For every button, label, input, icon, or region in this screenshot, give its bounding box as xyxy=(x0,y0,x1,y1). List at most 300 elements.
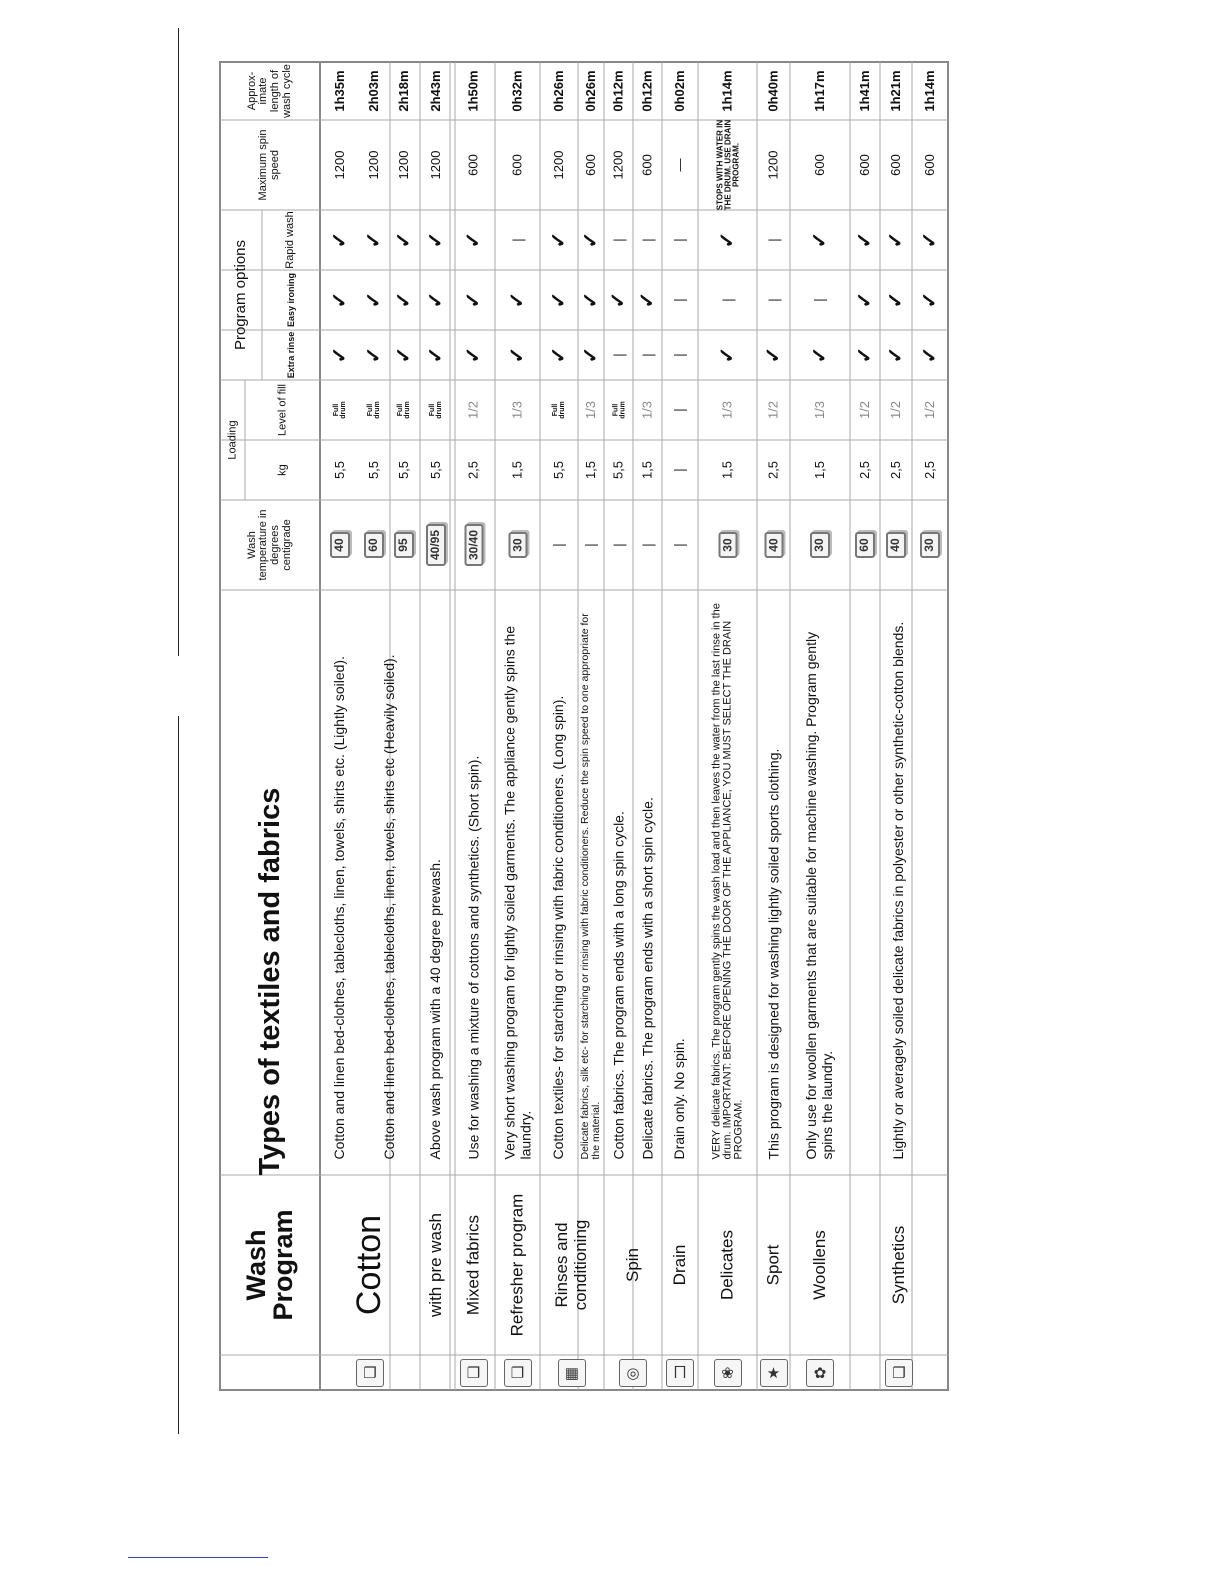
program-name: Rinses and conditioning xyxy=(552,1219,590,1311)
program-cell xyxy=(540,1175,604,1355)
spin-cell xyxy=(495,120,540,210)
fill-value: 1/3 xyxy=(811,400,827,420)
description-text: This program is designed for washing lightly soiled sports clothing. xyxy=(764,748,781,1159)
header-easy-ironing-cell xyxy=(262,270,320,330)
temperature-badge: 60 xyxy=(855,532,874,557)
time-cell xyxy=(633,62,662,120)
temperature-badge: 30 xyxy=(920,532,939,557)
temperature-cell xyxy=(452,500,495,590)
spin-cell xyxy=(790,120,850,210)
extra-rinse-cell xyxy=(495,330,540,380)
extra-rinse-dash: | xyxy=(638,353,655,357)
program-name: Drain xyxy=(669,1244,689,1286)
extra-rinse-check-icon: ✓ xyxy=(506,346,529,364)
kg-cell xyxy=(420,440,452,500)
header-wash-program: Wash Program xyxy=(241,1209,298,1321)
spin-cell xyxy=(578,120,604,210)
easy-ironing-cell xyxy=(360,270,388,330)
description-cell xyxy=(452,590,495,1175)
spin-value: 1200 xyxy=(395,150,411,180)
time-cell xyxy=(604,62,633,120)
icon-cell xyxy=(540,1355,604,1390)
cycle-length: 0h12m xyxy=(610,70,626,112)
header-program-options: Program options xyxy=(231,239,249,351)
rapid-wash-cell xyxy=(757,210,790,270)
temperature-value xyxy=(912,500,948,590)
fill-cell xyxy=(320,380,360,440)
header-level-of-fill-cell xyxy=(245,380,320,440)
kg-value: 1,5 xyxy=(719,460,735,480)
temperature-cell xyxy=(420,500,452,590)
fill-value: Full drum xyxy=(367,401,381,419)
program-cell xyxy=(452,1175,495,1355)
fill-value: Full drum xyxy=(333,401,347,419)
header-rapid-wash: Rapid wash xyxy=(284,211,297,269)
fill-value: 1/3 xyxy=(582,400,598,420)
header-types-cell xyxy=(220,590,320,1175)
icon-cell xyxy=(604,1355,662,1390)
program-name: Synthetics xyxy=(888,1225,908,1305)
fill-value: | xyxy=(671,408,688,412)
program-name: Woollens xyxy=(809,1230,829,1300)
extra-rinse-check-icon: ✓ xyxy=(462,346,485,364)
program-cell xyxy=(604,1175,662,1355)
delicates-icon: ❀ xyxy=(714,1359,742,1387)
spin-cell xyxy=(420,120,452,210)
rapid-wash-check-icon: ✓ xyxy=(716,231,739,249)
description-cell xyxy=(698,590,757,1175)
easy-ironing-dash: | xyxy=(764,298,781,302)
program-name: Sport xyxy=(763,1244,783,1286)
fill-cell xyxy=(604,380,633,440)
temperature-badge: 30 xyxy=(508,532,527,557)
temperature-value xyxy=(360,500,388,590)
description-text: Very short washing program for lightly soiled garments. The appliance gently spins the laundry. xyxy=(500,625,533,1159)
spin-value: 600 xyxy=(921,154,937,176)
time-cell xyxy=(388,62,420,120)
rapid-wash-dash: | xyxy=(508,238,525,242)
extra-rinse-check-icon: ✓ xyxy=(424,346,447,364)
cycle-length: 1h14m xyxy=(921,70,937,112)
extra-rinse-cell xyxy=(540,330,578,380)
header-max-spin-cell xyxy=(220,120,320,210)
extra-rinse-cell xyxy=(578,330,604,380)
temperature-badge: 40 xyxy=(330,532,349,557)
cycle-length: 2h03m xyxy=(365,70,381,112)
kg-value: 1,5 xyxy=(582,460,598,480)
cycle-length: 1h17m xyxy=(811,70,827,112)
time-cell xyxy=(790,62,850,120)
easy-ironing-cell xyxy=(452,270,495,330)
time-cell xyxy=(360,62,388,120)
temperature-value xyxy=(495,500,540,590)
temperature-value: | xyxy=(609,543,626,547)
rapid-wash-check-icon: ✓ xyxy=(884,231,907,249)
extra-rinse-cell xyxy=(912,330,948,380)
easy-ironing-cell xyxy=(578,270,604,330)
kg-value: 2,5 xyxy=(765,460,781,480)
description-text: Delicate fabrics, silk etc- for starching or rinsing with fabric conditioners. Reduce the spin speed to one appropriate for the material. xyxy=(578,612,602,1159)
description-text: Lightly or averagely soiled delicate fabrics in polyester or other synthetic-cotton blends. xyxy=(890,621,907,1159)
program-cell xyxy=(850,1175,948,1355)
description-text: Cotton and linen bed-clothes, tablecloths, linen, towels, shirts etc. (Lightly soiled). xyxy=(331,655,348,1159)
icon-cell xyxy=(320,1355,420,1390)
temperature-badge: 40/95 xyxy=(426,524,445,566)
rapid-wash-dash: | xyxy=(671,238,688,242)
fill-cell xyxy=(420,380,452,440)
kg-value: | xyxy=(671,468,688,472)
spin-value: 1200 xyxy=(550,150,566,180)
fill-cell xyxy=(880,380,912,440)
temperature-value xyxy=(790,500,850,590)
rapid-wash-cell xyxy=(452,210,495,270)
temperature-cell xyxy=(540,500,578,590)
drain-icon: ⨅ xyxy=(666,1359,694,1387)
easy-ironing-cell xyxy=(320,270,360,330)
fill-value: 1/3 xyxy=(509,400,525,420)
fill-cell xyxy=(633,380,662,440)
rapid-wash-dash: | xyxy=(764,238,781,242)
kg-value: 1,5 xyxy=(509,460,525,480)
fill-value: Full drum xyxy=(397,401,411,419)
spin-cell xyxy=(880,120,912,210)
temperature-cell xyxy=(495,500,540,590)
fill-value: Full drum xyxy=(552,401,566,419)
description-text: VERY delicate fabrics. The program gently spins the wash load and then leaves the water from the last rinse in the drum. IMPORTANT: BEFORE OPENING THE DOOR OF THE APPLIANCE, YOU MUST SELECT THE DRAIN PROGRAM. xyxy=(709,602,745,1159)
easy-ironing-cell xyxy=(757,270,790,330)
rapid-wash-cell xyxy=(360,210,388,270)
easy-ironing-cell xyxy=(540,270,578,330)
kg-value: 2,5 xyxy=(921,460,937,480)
temperature-cell xyxy=(790,500,850,590)
extra-rinse-check-icon: ✓ xyxy=(716,346,739,364)
header-extra-rinse-cell xyxy=(262,330,320,380)
description-text: Cotton textiles- for starching or rinsing with fabric conditioners. (Long spin). xyxy=(550,695,567,1159)
extra-rinse-check-icon: ✓ xyxy=(392,346,415,364)
extra-rinse-cell xyxy=(790,330,850,380)
easy-ironing-check-icon: ✓ xyxy=(918,291,941,309)
easy-ironing-check-icon: ✓ xyxy=(607,291,630,309)
extra-rinse-check-icon: ✓ xyxy=(853,346,876,364)
easy-ironing-check-icon: ✓ xyxy=(884,291,907,309)
rapid-wash-cell xyxy=(662,210,698,270)
temperature-value xyxy=(850,500,880,590)
easy-ironing-cell xyxy=(495,270,540,330)
refresher-icon: ❐ xyxy=(504,1359,532,1387)
extra-rinse-dash: | xyxy=(609,353,626,357)
header-level-of-fill: Level of fill xyxy=(275,384,288,436)
rapid-wash-check-icon: ✓ xyxy=(462,231,485,249)
temperature-cell xyxy=(320,500,360,590)
program-cell xyxy=(420,1175,452,1355)
cycle-length: 0h26m xyxy=(550,70,566,112)
header-length: Approx-imate length of wash cycle xyxy=(245,64,293,118)
header-kg-cell xyxy=(245,440,320,500)
extra-rinse-check-icon: ✓ xyxy=(762,346,785,364)
temperature-cell xyxy=(388,500,420,590)
easy-ironing-cell xyxy=(420,270,452,330)
spin-value: 1200 xyxy=(331,150,347,180)
header-kg: kg xyxy=(275,464,288,476)
easy-ironing-cell xyxy=(633,270,662,330)
description-text: Use for washing a mixture of cottons and synthetics. (Short spin). xyxy=(464,755,481,1159)
easy-ironing-cell xyxy=(604,270,633,330)
temperature-value xyxy=(388,500,420,590)
kg-cell xyxy=(604,440,633,500)
description-text: Delicate fabrics. The program ends with a short spin cycle. xyxy=(638,796,655,1159)
temperature-value: | xyxy=(671,543,688,547)
temperature-cell xyxy=(360,500,388,590)
easy-ironing-check-icon: ✓ xyxy=(392,291,415,309)
rapid-wash-cell xyxy=(578,210,604,270)
header-temperature-cell xyxy=(220,500,320,590)
program-name: Delicates xyxy=(717,1230,737,1300)
temperature-badge: 40 xyxy=(886,532,905,557)
rapid-wash-check-icon: ✓ xyxy=(362,231,385,249)
time-cell xyxy=(698,62,757,120)
kg-value: 5,5 xyxy=(610,460,626,480)
header-max-spin: Maximum spin speed xyxy=(257,129,281,201)
temperature-badge: 40 xyxy=(764,532,783,557)
header-loading-cell xyxy=(220,380,245,500)
kg-cell xyxy=(633,440,662,500)
fill-cell xyxy=(388,380,420,440)
description-cell xyxy=(757,590,790,1175)
icon-cell xyxy=(452,1355,495,1390)
fill-cell xyxy=(578,380,604,440)
spin-value: 600 xyxy=(856,154,872,176)
header-easy-ironing: Easy ironing xyxy=(285,273,296,328)
description-cell xyxy=(578,590,604,1175)
mixed-fabrics-icon: ❐ xyxy=(460,1359,488,1387)
temperature-cell xyxy=(604,500,633,590)
kg-cell xyxy=(320,440,360,500)
icon-cell xyxy=(495,1355,540,1390)
temperature-badge: 30 xyxy=(718,532,737,557)
cycle-length: 2h18m xyxy=(395,70,411,112)
spin-value: 600 xyxy=(582,154,598,176)
spin-cell xyxy=(452,120,495,210)
kg-value: 2,5 xyxy=(887,460,903,480)
program-name: Mixed fabrics xyxy=(463,1214,483,1316)
easy-ironing-dash: | xyxy=(811,298,828,302)
spin-cell xyxy=(757,120,790,210)
kg-value: 5,5 xyxy=(331,460,347,480)
description-cell xyxy=(790,590,850,1175)
cycle-length: 1h41m xyxy=(856,70,872,112)
temperature-cell xyxy=(757,500,790,590)
time-cell xyxy=(850,62,880,120)
easy-ironing-cell xyxy=(912,270,948,330)
description-cell xyxy=(495,590,540,1175)
spin-value: 1200 xyxy=(610,150,626,180)
description-cell xyxy=(420,590,452,1175)
temperature-value xyxy=(757,500,790,590)
extra-rinse-cell xyxy=(633,330,662,380)
header-length-cell xyxy=(220,62,320,120)
time-cell xyxy=(662,62,698,120)
fill-value: 1/2 xyxy=(921,400,937,420)
program-name: Refresher program xyxy=(507,1193,527,1337)
kg-cell xyxy=(880,440,912,500)
easy-ironing-check-icon: ✓ xyxy=(328,291,351,309)
easy-ironing-cell xyxy=(662,270,698,330)
extra-rinse-cell xyxy=(604,330,633,380)
fill-cell xyxy=(540,380,578,440)
rapid-wash-cell xyxy=(388,210,420,270)
cycle-length: 0h12m xyxy=(639,70,655,112)
temperature-value: | xyxy=(638,543,655,547)
temperature-value xyxy=(320,500,360,590)
fill-cell xyxy=(495,380,540,440)
spin-value: 1200 xyxy=(365,150,381,180)
extra-rinse-check-icon: ✓ xyxy=(808,346,831,364)
spin-cell xyxy=(850,120,880,210)
easy-ironing-cell xyxy=(880,270,912,330)
time-cell xyxy=(420,62,452,120)
fill-cell xyxy=(452,380,495,440)
temperature-cell xyxy=(698,500,757,590)
fill-cell xyxy=(757,380,790,440)
fill-value: Full drum xyxy=(611,401,626,419)
extra-rinse-cell xyxy=(420,330,452,380)
temperature-badge: 60 xyxy=(364,532,383,557)
rapid-wash-check-icon: ✓ xyxy=(424,231,447,249)
header-rapid-wash-cell xyxy=(262,210,320,270)
synthetics-icon: ❐ xyxy=(885,1359,913,1387)
temperature-value: | xyxy=(582,543,599,547)
temperature-value xyxy=(698,500,757,590)
temperature-cell xyxy=(662,500,698,590)
cotton-icon: ❐ xyxy=(356,1359,384,1387)
rapid-wash-cell xyxy=(320,210,360,270)
kg-cell xyxy=(850,440,880,500)
icon-cell xyxy=(698,1355,757,1390)
kg-cell xyxy=(388,440,420,500)
fill-cell xyxy=(662,380,698,440)
kg-cell xyxy=(452,440,495,500)
cycle-length: 1h35m xyxy=(331,70,347,112)
temperature-cell xyxy=(912,500,948,590)
description-text: Only use for woollen garments that are suitable for machine washing. Program gently spins the laundry. xyxy=(803,631,835,1159)
temperature-cell xyxy=(850,500,880,590)
temperature-cell xyxy=(633,500,662,590)
cycle-length: 0h26m xyxy=(582,70,598,112)
easy-ironing-check-icon: ✓ xyxy=(462,291,485,309)
fill-cell xyxy=(850,380,880,440)
spin-value: 600 xyxy=(509,154,525,176)
icon-cell xyxy=(790,1355,850,1390)
cycle-length: 1h21m xyxy=(887,70,903,112)
description-text: Cotton fabrics. The program ends with a long spin cycle. xyxy=(609,810,626,1159)
spin-cell xyxy=(320,120,360,210)
kg-cell xyxy=(360,440,388,500)
extra-rinse-check-icon: ✓ xyxy=(918,346,941,364)
rapid-wash-dash: | xyxy=(638,238,655,242)
description-cell xyxy=(540,590,578,1175)
extra-rinse-check-icon: ✓ xyxy=(579,346,602,364)
cycle-length: 0h40m xyxy=(765,70,781,112)
fill-cell xyxy=(698,380,757,440)
extra-rinse-cell xyxy=(698,330,757,380)
extra-rinse-check-icon: ✓ xyxy=(328,346,351,364)
cycle-length: 1h50m xyxy=(465,70,481,112)
spin-cell xyxy=(662,120,698,210)
rapid-wash-check-icon: ✓ xyxy=(547,231,570,249)
cycle-length: 0h32m xyxy=(509,70,525,112)
rapid-wash-cell xyxy=(604,210,633,270)
temperature-badge: 95 xyxy=(394,532,413,557)
easy-ironing-check-icon: ✓ xyxy=(506,291,529,309)
kg-cell xyxy=(662,440,698,500)
spin-value: 600 xyxy=(811,154,827,176)
icon-cell xyxy=(850,1355,948,1390)
kg-cell xyxy=(698,440,757,500)
rapid-wash-check-icon: ✓ xyxy=(918,231,941,249)
fill-value: Full drum xyxy=(429,401,443,419)
program-cell xyxy=(320,1175,420,1355)
kg-cell xyxy=(912,440,948,500)
rapid-wash-check-icon: ✓ xyxy=(579,231,602,249)
header-loading: Loading xyxy=(225,420,238,460)
easy-ironing-check-icon: ✓ xyxy=(579,291,602,309)
rapid-wash-cell xyxy=(633,210,662,270)
extra-rinse-cell xyxy=(388,330,420,380)
easy-ironing-cell xyxy=(850,270,880,330)
easy-ironing-dash: | xyxy=(671,298,688,302)
rapid-wash-cell xyxy=(420,210,452,270)
spin-cell xyxy=(604,120,633,210)
temperature-cell xyxy=(578,500,604,590)
cycle-length: 0h02m xyxy=(671,70,687,112)
kg-value: 1,5 xyxy=(639,460,655,480)
easy-ironing-cell xyxy=(388,270,420,330)
spin-value: 600 xyxy=(465,154,481,176)
fill-value: 1/2 xyxy=(887,400,903,420)
extra-rinse-cell xyxy=(662,330,698,380)
time-cell xyxy=(320,62,360,120)
rapid-wash-check-icon: ✓ xyxy=(808,231,831,249)
kg-value: 5,5 xyxy=(365,460,381,480)
easy-ironing-check-icon: ✓ xyxy=(547,291,570,309)
program-name: Cotton xyxy=(350,1214,389,1316)
program-name: Spin xyxy=(622,1247,642,1283)
spin-cell xyxy=(633,120,662,210)
spin-cell xyxy=(698,120,757,210)
easy-ironing-cell xyxy=(790,270,850,330)
kg-cell xyxy=(790,440,850,500)
rinse-icon: ▦ xyxy=(558,1359,586,1387)
spin-icon: ◎ xyxy=(619,1359,647,1387)
program-cell xyxy=(698,1175,757,1355)
description-cell xyxy=(604,590,633,1175)
easy-ironing-check-icon: ✓ xyxy=(424,291,447,309)
cycle-length: 2h43m xyxy=(427,70,443,112)
fill-value: 1/2 xyxy=(765,400,781,420)
spin-cell xyxy=(912,120,948,210)
description-cell xyxy=(633,590,662,1175)
spin-cell xyxy=(540,120,578,210)
kg-value: 5,5 xyxy=(550,460,566,480)
program-cell xyxy=(790,1175,850,1355)
fill-cell xyxy=(790,380,850,440)
easy-ironing-check-icon: ✓ xyxy=(362,291,385,309)
time-cell xyxy=(757,62,790,120)
extra-rinse-check-icon: ✓ xyxy=(362,346,385,364)
kg-cell xyxy=(757,440,790,500)
rapid-wash-cell xyxy=(790,210,850,270)
temperature-value: | xyxy=(550,543,567,547)
